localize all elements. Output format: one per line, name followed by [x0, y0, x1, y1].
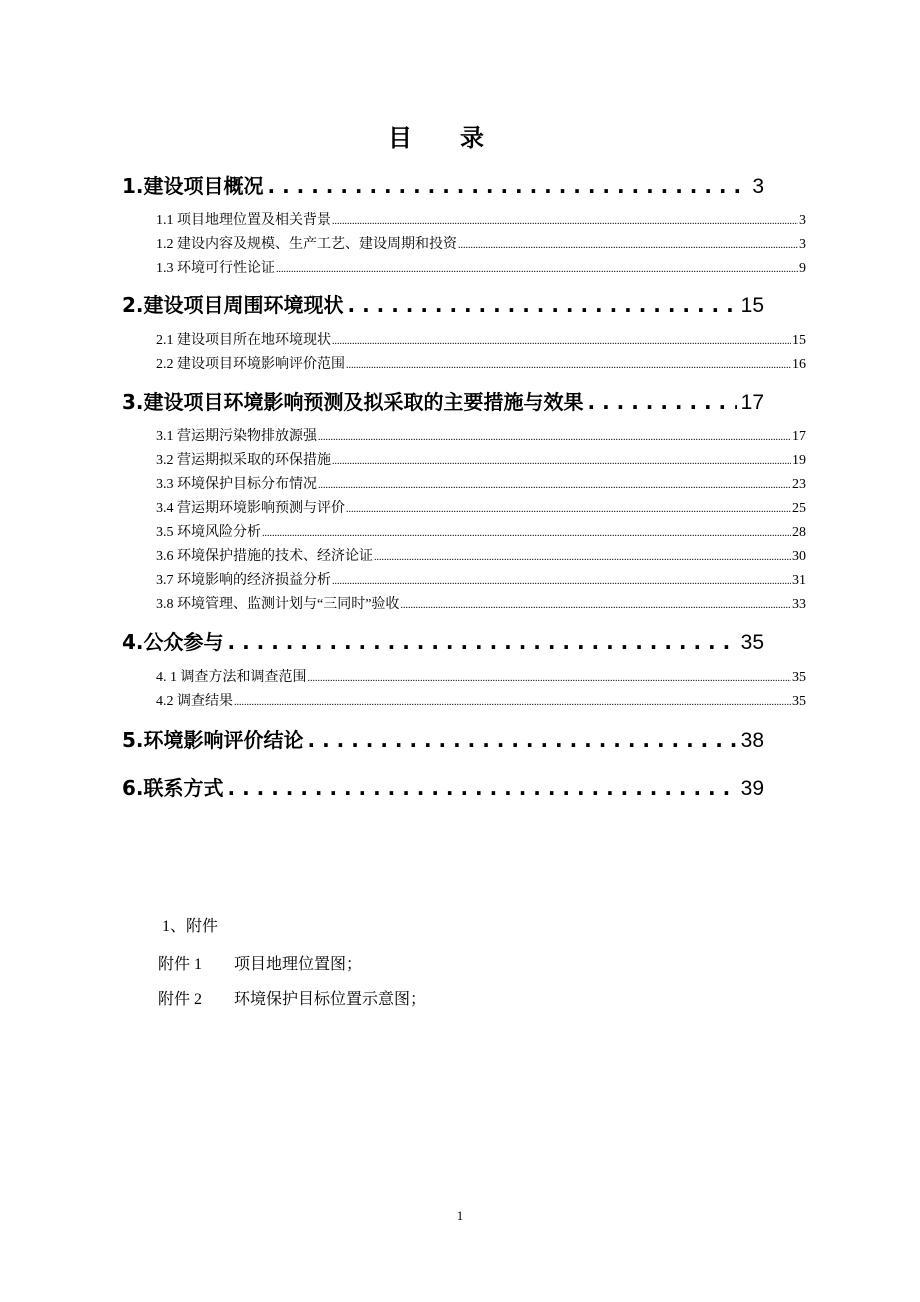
appendix-item-text: 项目地理位置图； — [234, 956, 363, 973]
appendix-heading: 1、附件 — [162, 918, 219, 935]
toc-entry-3-3[interactable] — [156, 473, 806, 493]
toc-entry-label: 3.5 环境风险分析 — [156, 525, 261, 540]
toc-entry-label: 4. 1 调查方法和调查范围 — [156, 670, 307, 685]
appendix-item-text: 环境保护目标位置示意图； — [234, 991, 427, 1008]
toc-entry-label: 1.2 建设内容及规模、生产工艺、建设周期和投资 — [156, 237, 457, 252]
toc-entry-page: 25 — [792, 501, 806, 516]
toc-entry-page: 3 — [799, 213, 806, 228]
toc-entry-label: 1.3 环境可行性论证 — [156, 261, 275, 276]
leader-dots — [346, 360, 791, 371]
toc-entry-page: 15 — [740, 294, 764, 317]
toc-entry-section-6[interactable] — [122, 772, 764, 802]
leader-dots — [332, 336, 791, 347]
toc-entry-page: 38 — [740, 729, 764, 752]
leader-dots — [318, 480, 791, 491]
toc-entry-label: 3.3 环境保护目标分布情况 — [156, 477, 317, 492]
toc-entry-page: 23 — [792, 477, 806, 492]
leader-dots — [346, 504, 791, 515]
toc-entry-section-1[interactable] — [122, 170, 764, 200]
toc-entry-2-1[interactable] — [156, 329, 806, 349]
toc-entry-2-2[interactable] — [156, 353, 806, 373]
toc-entry-page: 15 — [792, 333, 806, 348]
toc-entry-label: 3.4 营运期环境影响预测与评价 — [156, 501, 345, 516]
toc-entry-page: 31 — [792, 573, 806, 588]
toc-entry-page: 35 — [792, 670, 806, 685]
toc-entry-label: 4.公众参与 — [122, 630, 224, 654]
toc-entry-label: 3.8 环境管理、监测计划与“三同时”验收 — [156, 597, 400, 612]
toc-entry-1-1[interactable] — [156, 209, 806, 229]
toc-entry-section-2[interactable] — [122, 289, 764, 319]
toc-entry-page: 30 — [792, 549, 806, 564]
toc-entry-label: 3.2 营运期拟采取的环保措施 — [156, 453, 331, 468]
toc-entry-label: 6.联系方式 — [122, 776, 224, 800]
appendix-item-label: 附件 2 — [158, 991, 203, 1008]
toc-entry-page: 28 — [792, 525, 806, 540]
page-title: 目录 — [388, 124, 532, 152]
toc-entry-3-4[interactable] — [156, 497, 806, 517]
toc-entry-page: 19 — [792, 453, 806, 468]
page-number: 1 — [456, 1208, 464, 1223]
toc-entry-label: 1.1 项目地理位置及相关背景 — [156, 213, 331, 228]
toc-entry-page: 33 — [792, 597, 806, 612]
toc-entry-page: 35 — [792, 694, 806, 709]
toc-entry-3-6[interactable] — [156, 545, 806, 565]
toc-entry-label: 2.1 建设项目所在地环境现状 — [156, 333, 331, 348]
appendix-item-label: 附件 1 — [158, 956, 203, 973]
toc-entry-label: 1.建设项目概况 — [122, 174, 264, 198]
leader-dots — [374, 552, 791, 563]
toc-entry-page: 16 — [792, 357, 806, 372]
toc-entry-label: 3.7 环境影响的经济损益分析 — [156, 573, 331, 588]
toc-entry-page: 17 — [740, 391, 764, 414]
toc-entry-3-7[interactable] — [156, 569, 806, 589]
toc-entry-3-2[interactable] — [156, 449, 806, 469]
toc-entry-page: 17 — [792, 429, 806, 444]
leader-dots — [228, 776, 737, 800]
leader-dots — [308, 673, 792, 684]
toc-entry-page: 35 — [740, 631, 764, 654]
toc-entry-label: 3.建设项目环境影响预测及拟采取的主要措施与效果 — [122, 390, 584, 414]
toc-entry-section-4[interactable] — [122, 626, 764, 656]
leader-dots — [308, 728, 737, 752]
appendix-item-1 — [158, 951, 362, 974]
toc-entry-section-3[interactable] — [122, 386, 764, 416]
toc-entry-3-8[interactable] — [156, 593, 806, 613]
toc-entry-page: 3 — [799, 237, 806, 252]
leader-dots — [268, 174, 749, 198]
toc-entry-label: 4.2 调查结果 — [156, 694, 233, 709]
leader-dots — [400, 600, 791, 611]
leader-dots — [458, 240, 798, 251]
leader-dots — [332, 216, 798, 227]
toc-entry-section-5[interactable] — [122, 724, 764, 754]
leader-dots — [276, 264, 798, 275]
leader-dots — [234, 697, 791, 708]
toc-entry-page: 3 — [752, 175, 764, 198]
toc-entry-1-3[interactable] — [156, 257, 806, 277]
toc-entry-4-1[interactable] — [156, 666, 806, 686]
toc-entry-1-2[interactable] — [156, 233, 806, 253]
leader-dots — [318, 432, 791, 443]
toc-entry-3-5[interactable] — [156, 521, 806, 541]
toc-entry-label: 3.1 营运期污染物排放源强 — [156, 429, 317, 444]
toc-entry-4-2[interactable] — [156, 690, 806, 710]
leader-dots — [332, 456, 791, 467]
toc-entry-label: 3.6 环境保护措施的技术、经济论证 — [156, 549, 373, 564]
toc-entry-3-1[interactable] — [156, 425, 806, 445]
leader-dots — [332, 576, 791, 587]
leader-dots — [262, 528, 791, 539]
toc-entry-label: 2.建设项目周围环境现状 — [122, 293, 344, 317]
toc-entry-label: 5.环境影响评价结论 — [122, 728, 304, 752]
toc-entry-page: 39 — [740, 777, 764, 800]
appendix-item-2 — [158, 986, 426, 1009]
leader-dots — [588, 390, 737, 414]
toc-entry-label: 2.2 建设项目环境影响评价范围 — [156, 357, 345, 372]
leader-dots — [228, 630, 737, 654]
leader-dots — [348, 293, 737, 317]
toc-entry-page: 9 — [799, 261, 806, 276]
